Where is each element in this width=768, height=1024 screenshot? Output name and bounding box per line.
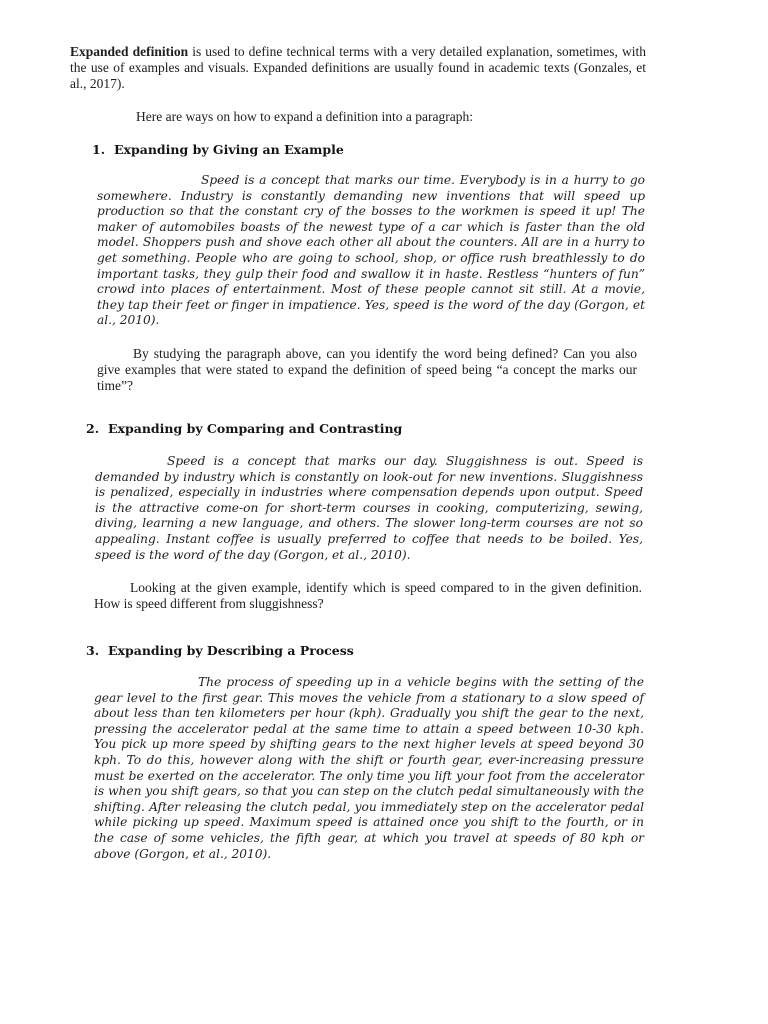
intro-term: Expanded definition [70, 44, 189, 59]
section-1-heading [92, 142, 344, 157]
section-1-question: By studying the paragraph above, can you identify the word being defined? Can you also give examples that were stated to expand the definition of speed being “a concept the marks our time”? [97, 346, 637, 393]
section-3-number: 3. [86, 643, 100, 658]
section-1-number: 1. [92, 142, 106, 157]
intro-paragraph [70, 44, 646, 92]
section-2-number: 2. [86, 421, 100, 436]
section-1-example: Speed is a concept that marks our time. Everybody is in a hurry to go somewhere. Industry is constantly demanding new inventions that will speed up production so that the constant cry of the bosses to the workmen is speed it up! The maker of automobiles boasts of the newest type of a car which is faster than the old model. Shoppers push and shove each other all about the counters. All are in a hurry to get something. People who are going to school, shop, or office rush breathlessly to do important tasks, they gulp their food and swallow it in haste. Restless “hunters of fun” crowd into places of entertainment. Most of these people cannot sit still. At a movie, they tap their feet or finger in impatience. Yes, speed is the word of the day (Gorgon, et al., 2010). [97, 173, 645, 328]
section-2-example: Speed is a concept that marks our day. Sluggishness is out. Speed is demanded by industry which is constantly on look-out for new inventions. Sluggishness is penalized, especially in industries where compensation depends upon output. Speed is the attractive come-on for short-term courses in cooking, computerizing, sewing, diving, learning a new language, and others. The slower long-term courses are not so appealing. Instant coffee is usually preferred to coffee that needs to be boiled. Yes, speed is the word of the day (Gorgon, et al., 2010). [95, 454, 643, 562]
section-1-title: Expanding by Giving an Example [114, 142, 344, 157]
section-2-heading [86, 421, 402, 436]
section-2-question: Looking at the given example, identify which is speed compared to in the given definition. How is speed different from sluggishness? [94, 580, 642, 611]
section-3-example: The process of speeding up in a vehicle begins with the setting of the gear level to the first gear. This moves the vehicle from a stationary to a slow speed of about less than ten kilometers per hour (kph). Gradually you shift the gear to the next, pressing the accelerator pedal at the same time to attain a speed between 10-30 kph. You pick up more speed by shifting gears to the next higher levels at speed beyond 30 kph. To do this, however along with the shift or fourth gear, ever-increasing pressure must be exerted on the accelerator. The only time you lift your foot from the accelerator is when you shift gears, so that you can step on the clutch pedal simultaneously with the shifting. After releasing the clutch pedal, you immediately step on the accelerator pedal while picking up speed. Maximum speed is attained once you shift to the fourth, or in the case of some vehicles, the fifth gear, at which you travel at speeds of 80 kph or above (Gorgon, et al., 2010). [94, 675, 644, 861]
section-3-title: Expanding by Describing a Process [108, 643, 354, 658]
section-3-heading [86, 643, 354, 658]
intro-text: is used to define technical terms with a very detailed explanation, sometimes, with the use of examples and visuals. Expanded definitions are usually found in academic texts (Gonzales, et al., 2017). [70, 44, 647, 91]
lead-sentence: Here are ways on how to expand a definition into a paragraph: [136, 109, 474, 124]
section-2-title: Expanding by Comparing and Contrasting [108, 421, 403, 436]
